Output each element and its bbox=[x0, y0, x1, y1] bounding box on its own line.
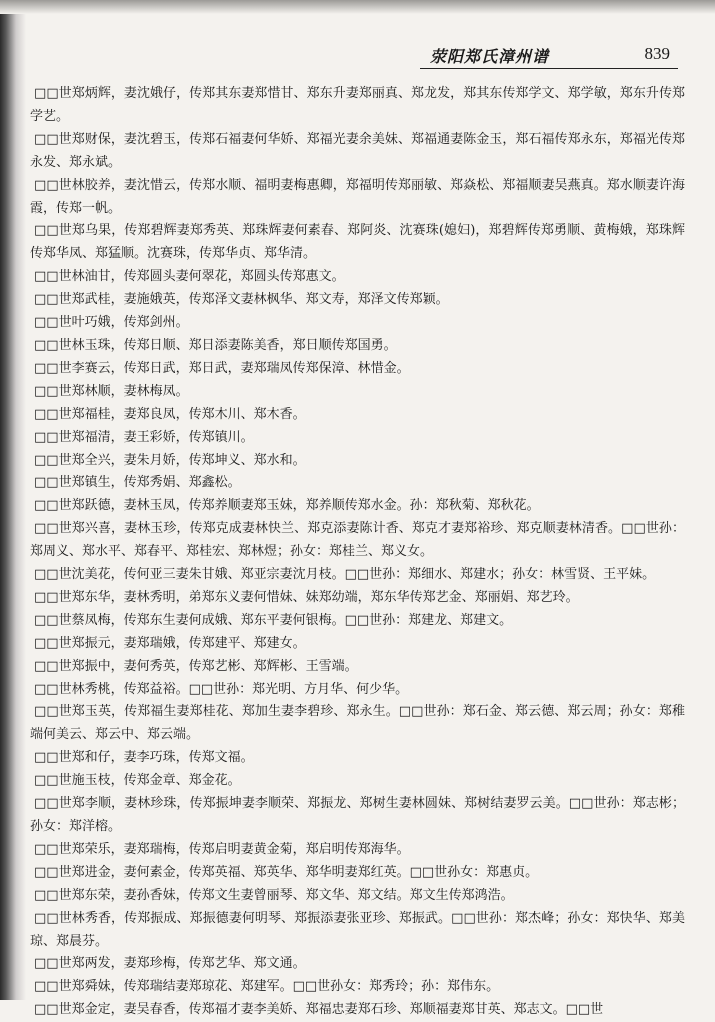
genealogy-entry: □□世李赛云，传郑日武，郑日武，妻郑瑞凤传郑保漳、林惜金。 bbox=[34, 360, 410, 376]
genealogy-text-body bbox=[30, 83, 685, 1022]
genealogy-entry: □□世郑镇生，传郑秀娟、郑鑫松。 bbox=[34, 475, 241, 491]
genealogy-entry: □□世蔡凤梅，传郑东生妻何成娥、郑东平妻何银梅。□□世孙：郑建龙、郑建文。 bbox=[34, 612, 513, 628]
genealogy-entry: □□世郑东华，妻林秀明，弟郑东义妻何惜妹、妹郑幼端，郑东华传郑艺金、郑丽娟、郑艺玲。 bbox=[34, 589, 579, 605]
page-number: 839 bbox=[644, 44, 670, 63]
genealogy-entry: □□世施玉枝，传郑金章、郑金花。 bbox=[34, 773, 241, 789]
page-top-shadow bbox=[0, 0, 715, 14]
genealogy-entry: □□世郑福清，妻王彩娇，传郑镇川。 bbox=[34, 429, 254, 445]
genealogy-entry: □□世郑东荣，妻孙香妹，传郑文生妻曾丽琴、郑文华、郑文结。郑文生传郑鸿浩。 bbox=[34, 887, 514, 903]
genealogy-entry: □□世林秀桃，传郑益裕。□□世孙：郑光明、方月华、何少华。 bbox=[34, 681, 409, 697]
book-title: 荥阳郑氏漳州谱 bbox=[430, 47, 550, 66]
genealogy-entry: □□世林玉珠，传郑日顺、郑日添妻陈美香，郑日顺传郑国勇。 bbox=[34, 337, 397, 353]
genealogy-entry: □□世林胶养，妻沈惜云，传郑水顺、福明妻梅惠卿，郑福明传郑丽敏、郑焱松、郑福顺妻吴燕真。郑水顺妻许海霞，传郑一帆。 bbox=[30, 177, 685, 216]
page-header bbox=[430, 44, 670, 66]
header-rule bbox=[420, 68, 678, 69]
genealogy-entry: □□世郑振元，妻郑瑞娥，传郑建平、郑建女。 bbox=[34, 635, 306, 651]
genealogy-entry: □□世郑李顺，妻林珍珠，传郑振坤妻李顺荣、郑振龙、郑树生妻林圆妹、郑树结妻罗云美。□□世孙：郑志彬；孙女：郑洋榕。 bbox=[30, 796, 685, 834]
genealogy-entry: □□世郑玉英，传郑福生妻郑桂花、郑加生妻李碧珍、郑永生。□□世孙：郑石金、郑云德、郑云周；孙女：郑稚端何美云、郑云中、郑云端。 bbox=[30, 704, 685, 743]
genealogy-entry: □□世郑舜妹，传郑瑞结妻郑琼花、郑建军。□□世孙女：郑秀玲；孙：郑伟东。 bbox=[34, 979, 500, 995]
genealogy-entry: □□世郑荣乐，妻郑瑞梅，传郑启明妻黄金菊，郑启明传郑海华。 bbox=[34, 841, 410, 857]
genealogy-entry: □□世郑炳辉，妻沈娥仔，传郑其东妻郑惜甘、郑东升妻郑丽真、郑龙发，郑其东传郑学文、郑学敏，郑东升传郑学艺。 bbox=[30, 86, 685, 124]
genealogy-entry: □□世郑全兴，妻朱月娇，传郑坤义、郑水和。 bbox=[34, 452, 306, 468]
genealogy-entry: □□世叶巧娥，传郑剑州。 bbox=[34, 315, 189, 331]
genealogy-entry: □□世郑和仔，妻李巧珠，传郑文福。 bbox=[34, 750, 254, 766]
genealogy-entry: □□世郑武桂，妻施娥英，传郑泽文妻林枫华、郑文寿，郑泽文传郑颖。 bbox=[34, 292, 449, 308]
genealogy-entry: □□世郑乌果，传郑碧辉妻郑秀英、郑珠辉妻何素春、郑阿炎、沈赛珠(媳妇)，郑碧辉传郑勇顺、黄梅娥，郑珠辉传郑华凤、郑猛顺。沈赛珠，传郑华贞、郑华清。 bbox=[30, 223, 685, 262]
genealogy-entry: □□世林秀香，传郑振成、郑振德妻何明琴、郑振添妻张亚珍、郑振武。□□世孙：郑杰峰；孙女：郑快华、郑美琼、郑晨芬。 bbox=[30, 910, 685, 949]
genealogy-entry: □□世郑跃德，妻林玉凤，传郑养顺妻郑玉妹，郑养顺传郑水金。孙：郑秋菊、郑秋花。 bbox=[34, 498, 540, 514]
page-binding-edge bbox=[0, 0, 26, 1000]
genealogy-entry: □□世郑振中，妻何秀英，传郑艺彬、郑辉彬、王雪端。 bbox=[34, 658, 358, 674]
genealogy-entry: □□世郑林顺，妻林梅凤。 bbox=[34, 383, 189, 399]
genealogy-entry: □□世沈美花，传何亚三妻朱甘娥、郑亚宗妻沈月枝。□□世孙：郑细水、郑建水；孙女：林雪贤、王平妹。 bbox=[34, 567, 656, 583]
genealogy-entry: □□世郑进金，妻何素金，传郑英福、郑英华、郑华明妻郑红英。□□世孙女：郑惠贞。 bbox=[34, 864, 539, 880]
genealogy-entry: □□世郑财保，妻沈碧玉，传郑石福妻何华娇、郑福光妻余美妹、郑福通妻陈金玉，郑石福传郑永东，郑福光传郑永发、郑永斌。 bbox=[30, 131, 685, 170]
genealogy-entry: □□世郑两发，妻郑珍梅，传郑艺华、郑文通。 bbox=[34, 956, 306, 972]
genealogy-entry: □□世郑金定，妻吴春香，传郑福才妻李美娇、郑福忠妻郑石珍、郑顺福妻郑甘英、郑志文。□□世 bbox=[34, 1002, 604, 1018]
genealogy-entry: □□世郑兴喜，妻林玉珍，传郑克成妻林快兰、郑克添妻陈计香、郑克才妻郑裕珍、郑克顺妻林清香。□□世孙：郑周义、郑水平、郑春平、郑桂宏、郑林煜；孙女：郑桂兰、郑义女。 bbox=[30, 521, 685, 560]
genealogy-entry: □□世郑福桂，妻郑良凤，传郑木川、郑木香。 bbox=[34, 406, 306, 422]
genealogy-entry: □□世林油甘，传郑圆头妻何翠花，郑圆头传郑惠文。 bbox=[34, 269, 345, 285]
